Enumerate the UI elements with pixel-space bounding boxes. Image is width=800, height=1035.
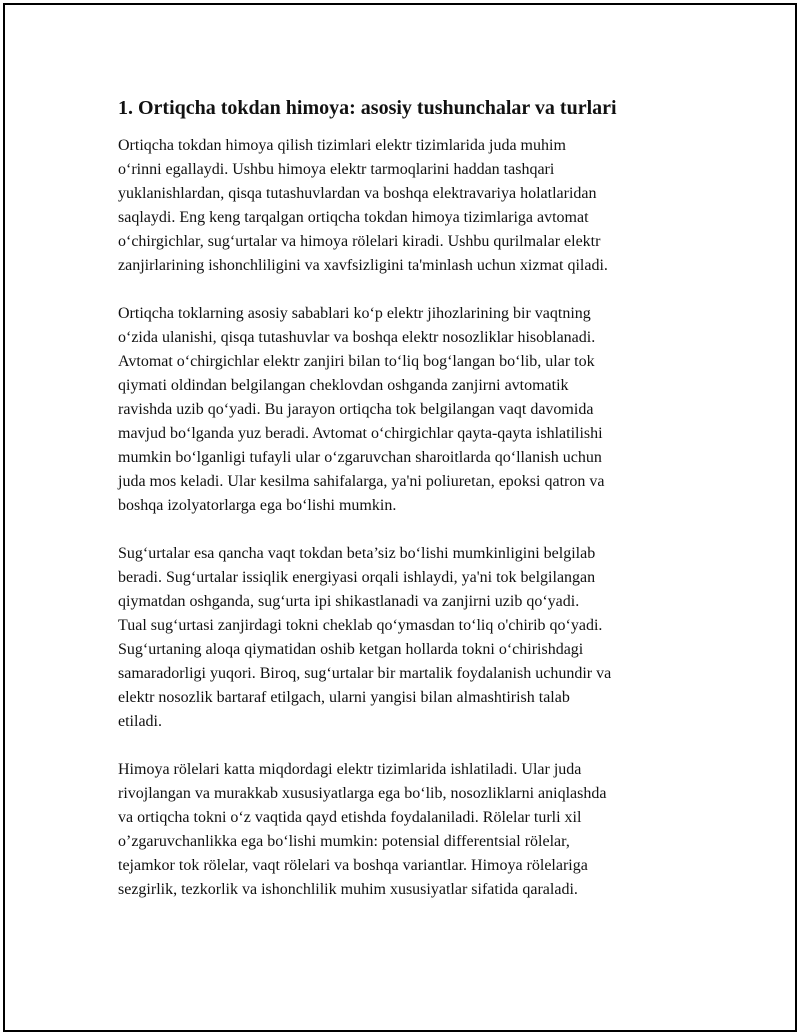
text-line: Ortiqcha toklarning asosiy sabablari ko‘p elektr jihozlarining bir vaqtning: [118, 305, 591, 322]
text-line: o‘zida ulanishi, qisqa tutashuvlar va boshqa elektr nosozliklar hisoblanadi.: [118, 329, 596, 346]
paragraph-overview: [118, 134, 688, 278]
text-line: Sug‘urtaning aloqa qiymatidan oshib ketgan hollarda tokni o‘chirishdagi: [118, 641, 584, 658]
text-line: elektr nosozlik bartaraf etilgach, ularni yangisi bilan almashtirish talab: [118, 689, 570, 706]
section-heading: 1. Ortiqcha tokdan himoya: asosiy tushunchalar va turlari: [118, 97, 617, 119]
text-line: o‘chirgichlar, sug‘urtalar va himoya rölelari kiradi. Ushbu qurilmalar elektr: [118, 233, 601, 250]
text-line: etiladi.: [118, 713, 162, 730]
text-line: beradi. Sug‘urtalar issiqlik energiyasi orqali ishlaydi, ya'ni tok belgilangan: [118, 569, 596, 586]
text-line: samaradorligi yuqori. Biroq, sug‘urtalar bir martalik foydalanish uchundir va: [118, 665, 612, 682]
text-line: boshqa izolyatorlarga ega bo‘lishi mumkin.: [118, 497, 397, 514]
text-line: zanjirlarining ishonchliligini va xavfsizligini ta'minlash uchun xizmat qiladi.: [118, 257, 608, 274]
text-line: Ortiqcha tokdan himoya qilish tizimlari elektr tizimlarida juda muhim: [118, 137, 566, 154]
text-line: mumkin bo‘lganligi tufayli ular o‘zgaruvchan sharoitlarda qo‘llanish uchun: [118, 449, 602, 466]
text-line: saqlaydi. Eng keng tarqalgan ortiqcha tokdan himoya tizimlariga avtomat: [118, 209, 589, 226]
text-line: ravishda uzib qo‘yadi. Bu jarayon ortiqcha tok belgilangan vaqt davomida: [118, 401, 594, 418]
text-line: mavjud bo‘lganda yuz beradi. Avtomat o‘chirgichlar qayta-qayta ishlatilishi: [118, 425, 603, 442]
paragraph-circuit-breakers: [118, 302, 688, 518]
paragraph-relays: [118, 758, 688, 902]
text-line: rivojlangan va murakkab xususiyatlarga ega bo‘lib, nosozliklarni aniqlashda: [118, 785, 607, 802]
text-line: sezgirlik, tezkorlik va ishonchlilik muhim xususiyatlar sifatida qaraladi.: [118, 881, 578, 898]
text-line: Tual sug‘urtasi zanjirdagi tokni cheklab qo‘ymasdan to‘liq o'chirib qo‘yadi.: [118, 617, 603, 634]
text-line: qiymati oldindan belgilangan cheklovdan oshganda zanjirni avtomatik: [118, 377, 569, 394]
text-line: Sug‘urtalar esa qancha vaqt tokdan beta’siz bo‘lishi mumkinligini belgilab: [118, 545, 596, 562]
text-line: qiymatdan oshganda, sug‘urta ipi shikastlanadi va zanjirni uzib qo‘yadi.: [118, 593, 580, 610]
text-line: juda mos keladi. Ular kesilma sahifalarga, ya'ni poliuretan, epoksi qatron va: [118, 473, 605, 490]
text-line: o‘rinni egallaydi. Ushbu himoya elektr tarmoqlarini haddan tashqari: [118, 161, 555, 178]
text-line: o’zgaruvchanlikka ega bo‘lishi mumkin: potensial differentsial rölelar,: [118, 833, 570, 850]
text-line: va ortiqcha tokni o‘z vaqtida qayd etishda foydalaniladi. Rölelar turli xil: [118, 809, 582, 826]
text-line: tejamkor tok rölelar, vaqt rölelari va boshqa variantlar. Himoya rölelariga: [118, 857, 588, 874]
document-body: [118, 96, 688, 902]
text-line: Avtomat o‘chirgichlar elektr zanjiri bilan to‘liq bog‘langan bo‘lib, ular tok: [118, 353, 595, 370]
text-line: yuklanishlardan, qisqa tutashuvlardan va boshqa elektravariya holatlaridan: [118, 185, 597, 202]
paragraph-fuses: [118, 542, 688, 734]
text-line: Himoya rölelari katta miqdordagi elektr tizimlarida ishlatiladi. Ular juda: [118, 761, 582, 778]
